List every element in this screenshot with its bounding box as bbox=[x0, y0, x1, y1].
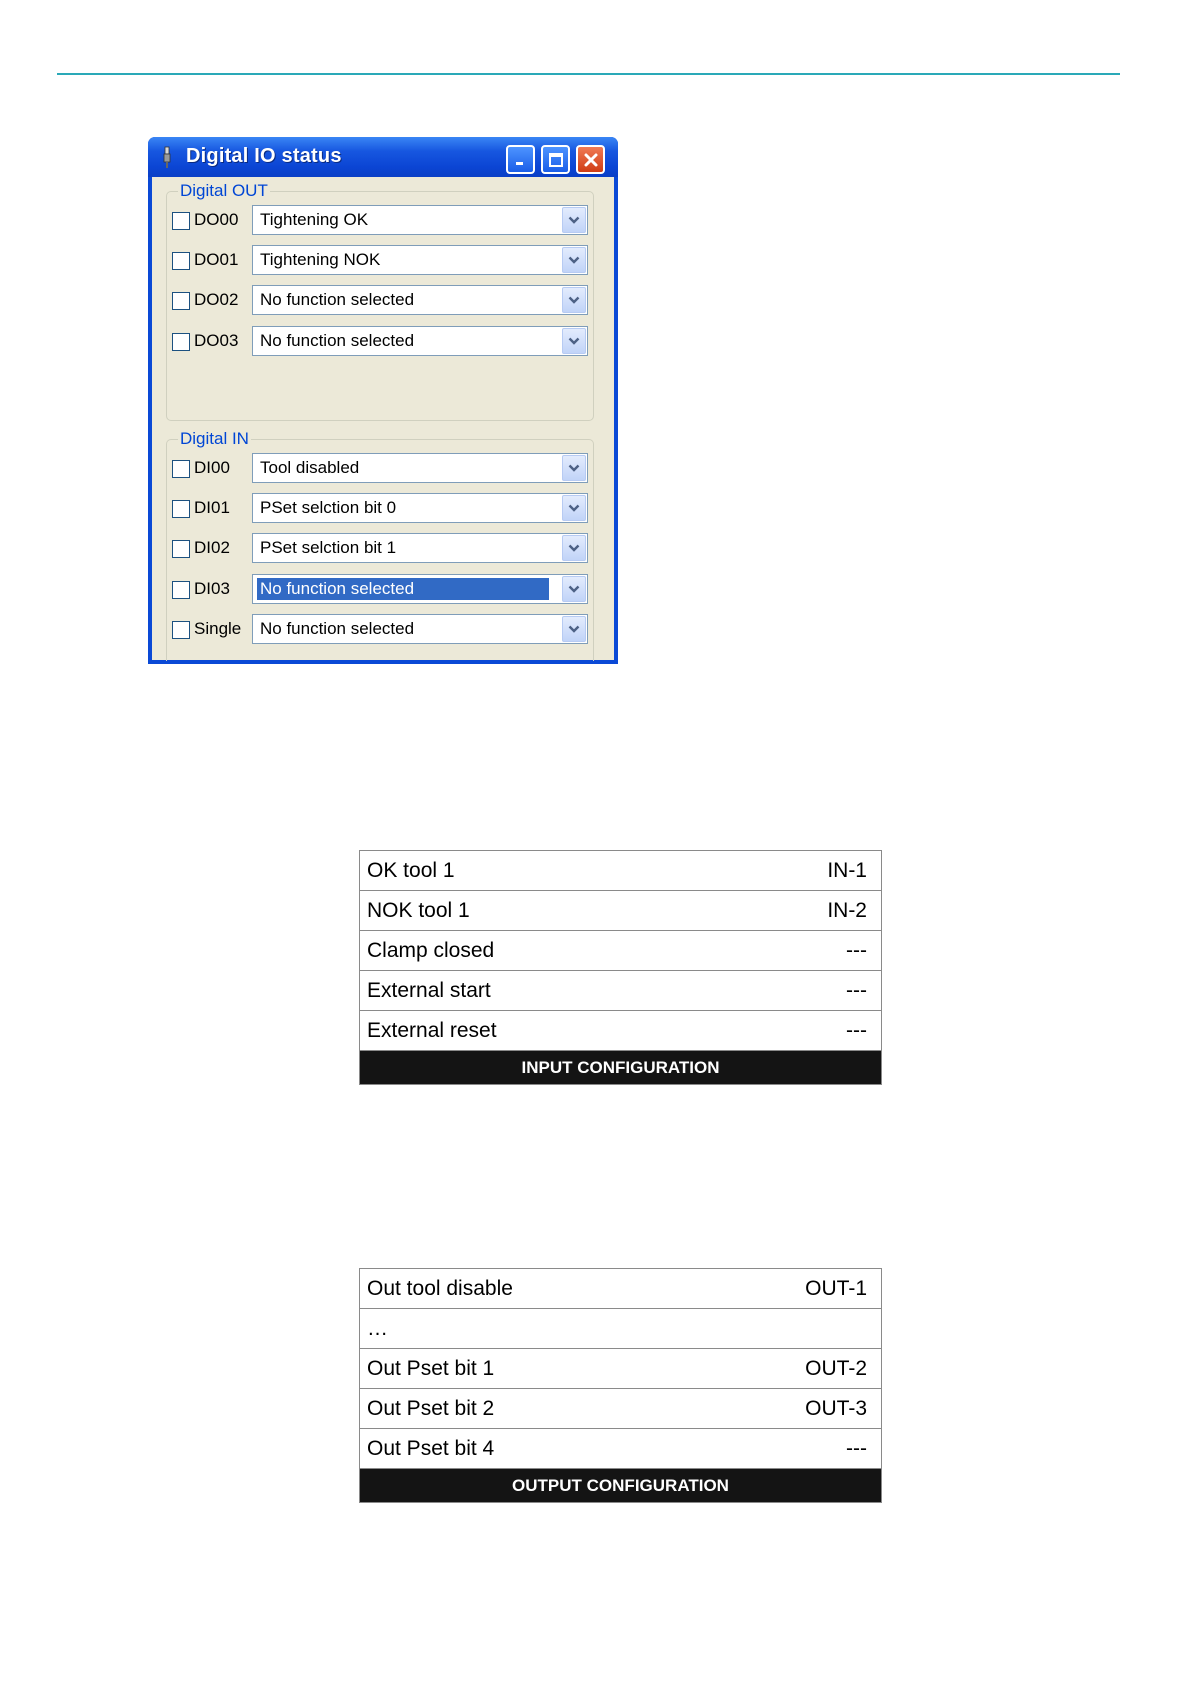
io-row bbox=[167, 451, 595, 485]
io-row bbox=[167, 203, 595, 237]
table-row bbox=[360, 1269, 881, 1309]
function-select[interactable] bbox=[252, 285, 588, 315]
signal-assignment: IN-1 bbox=[827, 859, 867, 882]
function-select-value: No function selected bbox=[260, 290, 415, 309]
function-select[interactable] bbox=[252, 493, 588, 523]
table-row bbox=[360, 1011, 881, 1051]
dropdown-button[interactable] bbox=[562, 207, 586, 233]
table-row bbox=[360, 1349, 881, 1389]
table-row bbox=[360, 1389, 881, 1429]
io-channel-label: DI01 bbox=[194, 498, 230, 517]
window-client-area bbox=[152, 177, 614, 660]
dropdown-button[interactable] bbox=[562, 247, 586, 273]
io-row bbox=[167, 324, 595, 358]
maximize-icon bbox=[548, 152, 564, 168]
io-row bbox=[167, 491, 595, 525]
io-checkbox[interactable] bbox=[172, 252, 190, 270]
io-checkbox[interactable] bbox=[172, 500, 190, 518]
function-select[interactable] bbox=[252, 453, 588, 483]
close-button[interactable] bbox=[576, 145, 605, 174]
maximize-button[interactable] bbox=[541, 145, 570, 174]
dropdown-button[interactable] bbox=[562, 576, 586, 602]
signal-name: External reset bbox=[367, 1019, 497, 1042]
chevron-down-icon bbox=[568, 624, 580, 634]
function-select-value: Tightening NOK bbox=[260, 250, 381, 269]
dropdown-button[interactable] bbox=[562, 535, 586, 561]
signal-name: OK tool 1 bbox=[367, 859, 455, 882]
table-row bbox=[360, 1309, 881, 1349]
window-title: Digital IO status bbox=[186, 145, 342, 167]
function-select-value: PSet selction bit 1 bbox=[260, 538, 397, 557]
output-configuration-table bbox=[359, 1268, 882, 1503]
dropdown-button[interactable] bbox=[562, 328, 586, 354]
dropdown-button[interactable] bbox=[562, 495, 586, 521]
io-channel-label: DI00 bbox=[194, 458, 230, 477]
io-row bbox=[167, 243, 595, 277]
function-select[interactable] bbox=[252, 205, 588, 235]
digital-in-legend: Digital IN bbox=[180, 429, 249, 448]
close-icon bbox=[583, 152, 599, 168]
function-select-value: Tool disabled bbox=[260, 458, 360, 477]
io-checkbox[interactable] bbox=[172, 621, 190, 639]
table-row bbox=[360, 891, 881, 931]
io-row bbox=[167, 612, 595, 646]
input-configuration-table bbox=[359, 850, 882, 1085]
signal-assignment: --- bbox=[846, 1019, 867, 1042]
function-select-value: No function selected bbox=[257, 578, 549, 600]
dropdown-button[interactable] bbox=[562, 616, 586, 642]
io-checkbox[interactable] bbox=[172, 581, 190, 599]
io-channel-label: DO01 bbox=[194, 250, 239, 269]
io-row bbox=[167, 283, 595, 317]
io-channel-label: DO02 bbox=[194, 290, 239, 309]
digital-out-legend: Digital OUT bbox=[180, 181, 268, 200]
io-row bbox=[167, 531, 595, 565]
io-checkbox[interactable] bbox=[172, 292, 190, 310]
chevron-down-icon bbox=[568, 543, 580, 553]
io-checkbox[interactable] bbox=[172, 540, 190, 558]
signal-assignment: IN-2 bbox=[827, 899, 867, 922]
output-configuration-caption: OUTPUT CONFIGURATION bbox=[360, 1469, 881, 1502]
table-row bbox=[360, 1429, 881, 1469]
dropdown-button[interactable] bbox=[562, 287, 586, 313]
input-configuration-caption: INPUT CONFIGURATION bbox=[360, 1051, 881, 1084]
header-divider bbox=[57, 73, 1120, 75]
io-channel-label: DI03 bbox=[194, 579, 230, 598]
signal-assignment: --- bbox=[846, 939, 867, 962]
dropdown-button[interactable] bbox=[562, 455, 586, 481]
table-row bbox=[360, 931, 881, 971]
io-channel-label: DO03 bbox=[194, 331, 239, 350]
signal-name: Out Pset bit 2 bbox=[367, 1397, 495, 1420]
table-row bbox=[360, 851, 881, 891]
chevron-down-icon bbox=[568, 215, 580, 225]
title-bar[interactable] bbox=[148, 137, 618, 177]
io-channel-label: DI02 bbox=[194, 538, 230, 557]
digital-io-status-window bbox=[148, 137, 618, 664]
minimize-button[interactable] bbox=[506, 145, 535, 174]
signal-name: … bbox=[367, 1317, 388, 1340]
chevron-down-icon bbox=[568, 295, 580, 305]
function-select-value: PSet selction bit 0 bbox=[260, 498, 397, 517]
signal-name: Clamp closed bbox=[367, 939, 495, 962]
signal-name: Out Pset bit 4 bbox=[367, 1437, 495, 1460]
signal-name: Out Pset bit 1 bbox=[367, 1357, 495, 1380]
function-select-value: No function selected bbox=[260, 331, 415, 350]
function-select-value: Tightening OK bbox=[260, 210, 369, 229]
signal-assignment: --- bbox=[846, 1437, 867, 1460]
signal-assignment: OUT-1 bbox=[805, 1277, 867, 1300]
signal-assignment: --- bbox=[846, 979, 867, 1002]
chevron-down-icon bbox=[568, 463, 580, 473]
io-checkbox[interactable] bbox=[172, 333, 190, 351]
function-select[interactable] bbox=[252, 326, 588, 356]
io-channel-label: DO00 bbox=[194, 210, 239, 229]
function-select[interactable] bbox=[252, 574, 588, 604]
chevron-down-icon bbox=[568, 336, 580, 346]
minimize-icon bbox=[514, 153, 528, 167]
signal-assignment: OUT-3 bbox=[805, 1397, 867, 1420]
digital-out-group bbox=[166, 181, 594, 421]
io-checkbox[interactable] bbox=[172, 212, 190, 230]
io-channel-label: Single bbox=[194, 619, 242, 638]
chevron-down-icon bbox=[568, 255, 580, 265]
io-checkbox[interactable] bbox=[172, 460, 190, 478]
signal-name: External start bbox=[367, 979, 491, 1002]
function-select[interactable] bbox=[252, 245, 588, 275]
chevron-down-icon bbox=[568, 503, 580, 513]
table-row bbox=[360, 971, 881, 1011]
function-select[interactable] bbox=[252, 533, 588, 563]
function-select[interactable] bbox=[252, 614, 588, 644]
signal-name: Out tool disable bbox=[367, 1277, 513, 1300]
io-row bbox=[167, 572, 595, 606]
signal-name: NOK tool 1 bbox=[367, 899, 470, 922]
signal-assignment: OUT-2 bbox=[805, 1357, 867, 1380]
app-icon bbox=[161, 146, 173, 170]
function-select-value: No function selected bbox=[260, 619, 415, 638]
digital-in-group bbox=[166, 429, 594, 661]
chevron-down-icon bbox=[568, 584, 580, 594]
